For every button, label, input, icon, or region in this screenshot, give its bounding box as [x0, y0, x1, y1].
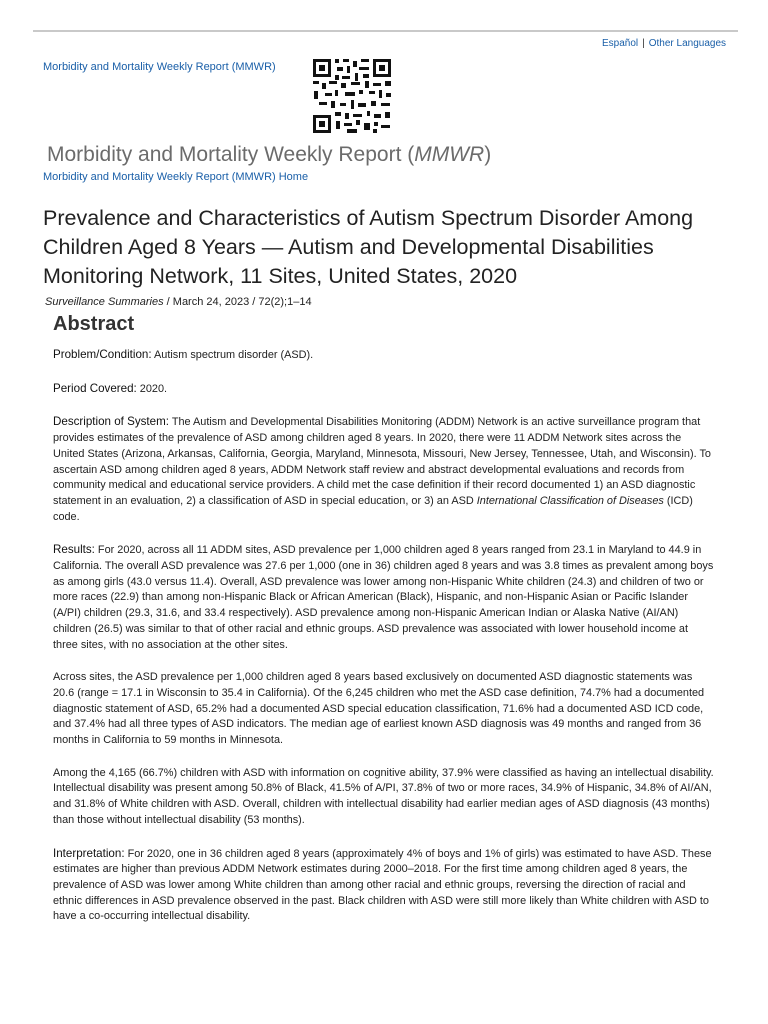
mmwr-heading-main: Morbidity and Mortality Weekly Report (: [47, 143, 415, 166]
interpretation-label: Interpretation:: [53, 846, 125, 860]
mmwr-heading-close: ): [484, 143, 492, 166]
lang-other-link[interactable]: Other Languages: [648, 38, 726, 49]
abstract-section: [53, 313, 715, 942]
results-paragraph-2: Across sites, the ASD prevalence per 1,000 children aged 8 years based exclusively on documented ASD diagnostic statements was 20.6 (range = 17.1 in Wisconsin to 35.4 in California). Of the 6,245 children who met the ASD case definition, 74.7% had a documented diagnostic statement of ASD, 65.2% had a documented ASD special education classification, 71.6% had a documented ASD ICD code, and 37.4% had all three types of ASD indicators. The median age of earliest known ASD diagnosis was 49 months and ranged from 36 months in California to 59 months in Minnesota.: [53, 671, 705, 747]
mmwr-heading: [47, 143, 491, 167]
system-paragraph: [53, 414, 715, 525]
system-text-end: (ICD) code.: [53, 494, 693, 523]
lang-separator: |: [642, 38, 645, 49]
mmwr-link[interactable]: Morbidity and Mortality Weekly Report (MMWR): [43, 61, 276, 73]
citation-series: Surveillance Summaries: [45, 296, 164, 308]
interpretation-text: For 2020, one in 36 children aged 8 years (approximately 4% of boys and 1% of girls) was estimated to have ASD. These estimates are higher than previous ADDM Network estimates during 2000–2018. For the first time among children aged 8 years, the prevalence of ASD was lower among White children than among other racial and ethnic groups, reversing the direction of racial and ethnic differences in ASD prevalence observed in the past. Black children with ASD were still more likely than White children with ASD to have a co-occurring intellectual disability.: [53, 847, 712, 923]
results-text: For 2020, across all 11 ADDM sites, ASD prevalence per 1,000 children aged 8 years ranged from 23.1 in Maryland to 44.9 in California. The overall ASD prevalence was 27.6 per 1,000 (one in 36) children aged 8 years and was 3.8 times as prevalent among boys as among girls (43.0 versus 11.4). Overall, ASD prevalence was lower among non-Hispanic White children (24.3) and children of two or more races (22.9) than among non-Hispanic Black or African American (Black), Hispanic, and non-Hispanic Asian or Pacific Islander (A/PI) children (29.3, 31.6, and 33.4 respectively). ASD prevalence among non-Hispanic American Indian or Alaska Native (AI/AN) children (26.5) was similar to that of other racial and ethnic groups. ASD prevalence was associated with lower household income at three sites, with no association at the other sites.: [53, 544, 714, 651]
language-bar: [602, 38, 726, 49]
results-paragraph-3: Among the 4,165 (66.7%) children with ASD with information on cognitive ability, 37.9% were classified as having an intellectual disability. Intellectual disability was present among 50.8% of Black, 41.5% of A/PI, 37.8% of two or more races, 34.9% of Hispanic, 34.8% of AI/AN, and 31.8% of White children with ASD. Overall, children with intellectual disability had earlier median ages of ASD diagnosis (43 months) than those without intellectual disability (53 months).: [53, 766, 714, 826]
problem-label: Problem/Condition:: [53, 348, 152, 361]
interpretation-paragraph: [53, 846, 715, 926]
article-title: Prevalence and Characteristics of Autism Spectrum Disorder Among Children Aged 8 Years — Autism and Developmental Disabilities Monitoring Network, 11 Sites, United States, 2020: [43, 206, 694, 288]
system-text-italic: International Classification of Diseases: [476, 494, 664, 507]
system-label: Description of System:: [53, 415, 169, 429]
citation-details: / March 24, 2023 / 72(2);1–14: [163, 296, 312, 308]
top-divider: [33, 30, 738, 32]
period-label: Period Covered:: [53, 381, 137, 395]
results-paragraph: [53, 542, 715, 653]
citation: [45, 296, 312, 308]
mmwr-heading-abbrev: MMWR: [414, 143, 485, 166]
lang-spanish-link[interactable]: Español: [601, 38, 639, 49]
period-text: 2020.: [136, 382, 168, 395]
period-paragraph: [53, 381, 715, 398]
problem-text: Autism spectrum disorder (ASD).: [151, 349, 314, 361]
abstract-heading: Abstract: [53, 313, 135, 335]
problem-paragraph: [53, 347, 715, 364]
results-label: Results:: [53, 543, 95, 557]
qr-code-icon: [311, 57, 393, 135]
system-text: The Autism and Developmental Disabilities Monitoring (ADDM) Network is an active surveillance program that provides estimates of the prevalence of ASD among children aged 8 years. In 2020, there were 11 ADDM Network sites across the United States (Arizona, Arkansas, California, Georgia, Maryland, Minnesota, Missouri, New Jersey, Tennessee, Utah, and Wisconsin). To ascertain ASD among children aged 8 years, ADDM Network staff review and abstract developmental evaluations and records from community medical and educational service providers. A child met the case definition if their record documented 1) an ASD diagnostic statement in an evaluation, 2) a classification of ASD in special education, or 3) an ASD: [53, 416, 711, 507]
mmwr-home-link[interactable]: Morbidity and Mortality Weekly Report (MMWR) Home: [43, 171, 309, 183]
